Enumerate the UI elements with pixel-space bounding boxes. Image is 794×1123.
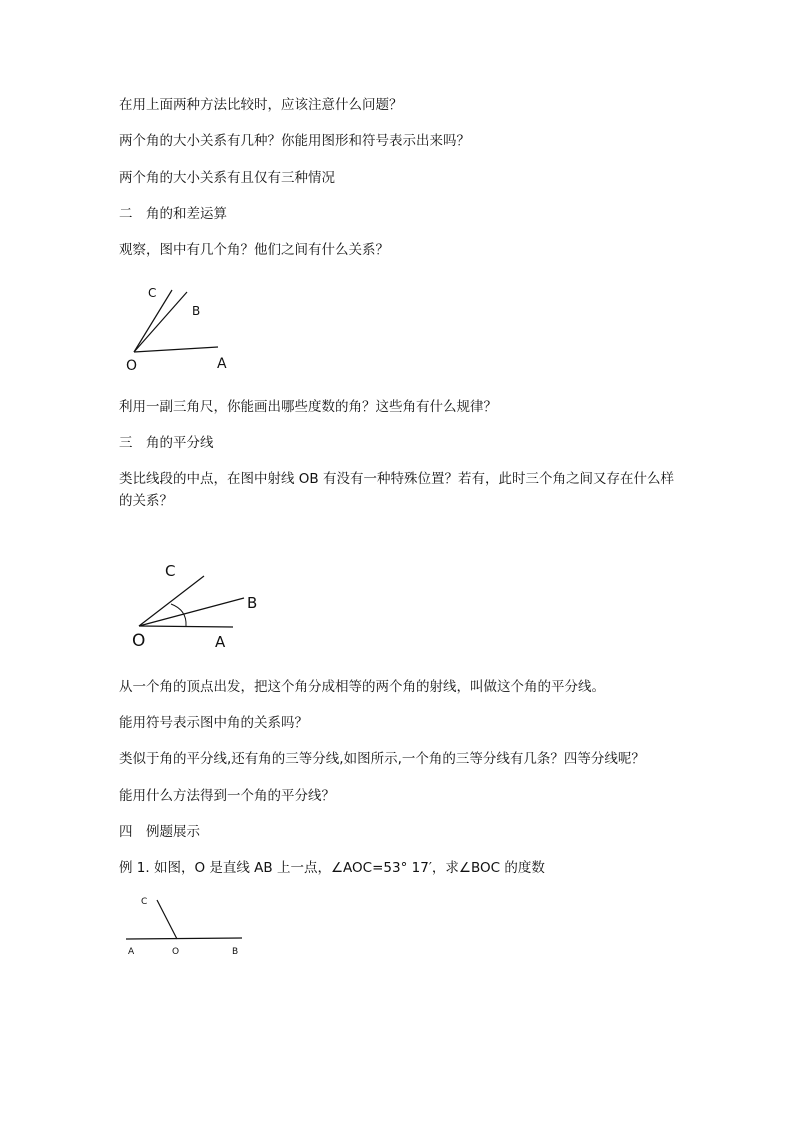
- paragraph-compare-question: 在用上面两种方法比较时，应该注意什么问题？: [119, 97, 403, 113]
- paragraph-midpoint-analogy: 类比线段的中点，在图中射线 OB 有没有一种特殊位置？若有，此时三个角之间又存在什么样的关系？: [119, 471, 674, 509]
- ray-ob: [134, 292, 187, 352]
- label-c: C: [141, 897, 148, 907]
- label-a: A: [217, 356, 227, 372]
- label-b: B: [232, 947, 239, 957]
- paragraph-three-cases: 两个角的大小关系有且仅有三种情况: [119, 170, 335, 186]
- line-ab: [126, 938, 242, 939]
- label-b: B: [192, 304, 201, 318]
- label-a: A: [128, 947, 135, 957]
- section-heading-sum-difference: 二 角的和差运算: [119, 206, 227, 222]
- paragraph-symbol-relation: 能用符号表示图中角的关系吗？: [119, 715, 308, 731]
- paragraph-bisector-definition: 从一个角的顶点出发，把这个角分成相等的两个角的射线，叫做这个角的平分线。: [119, 679, 605, 695]
- paragraph-triangle-ruler: 利用一副三角尺，你能画出哪些度数的角？这些角有什么规律？: [119, 399, 497, 415]
- ray-oa: [139, 626, 233, 627]
- label-o: O: [126, 358, 138, 374]
- paragraph-example-1: 例 1. 如图，O 是直线 AB 上一点，∠AOC=53° 17′，求∠BOC 的度数: [119, 860, 545, 876]
- label-a: A: [215, 633, 226, 651]
- paragraph-bisector-method: 能用什么方法得到一个角的平分线？: [119, 788, 335, 804]
- ray-oc: [157, 900, 177, 939]
- ray-oa: [134, 347, 218, 352]
- paragraph-trisector-question: 类似于角的平分线,还有角的三等分线,如图所示,一个角的三等分线有几条？四等分线呢？: [119, 751, 645, 767]
- label-o: O: [132, 631, 146, 651]
- section-heading-examples: 四 例题展示: [119, 824, 200, 840]
- figure-straight-line-angle: [120, 888, 250, 960]
- label-c: C: [165, 562, 176, 580]
- paragraph-size-relation-question: 两个角的大小关系有几种？你能用图形和符号表示出来吗？: [119, 133, 470, 149]
- ray-ob: [139, 598, 244, 626]
- label-o: O: [172, 947, 180, 957]
- paragraph-observe-angles: 观察，图中有几个角？他们之间有什么关系？: [119, 242, 389, 258]
- ray-oc: [139, 576, 204, 626]
- section-heading-angle-bisector: 三 角的平分线: [119, 435, 214, 451]
- figure-angle-bisector: [125, 558, 275, 653]
- figure-angle-sum: [110, 280, 250, 380]
- label-c: C: [148, 286, 157, 300]
- label-b: B: [247, 594, 258, 612]
